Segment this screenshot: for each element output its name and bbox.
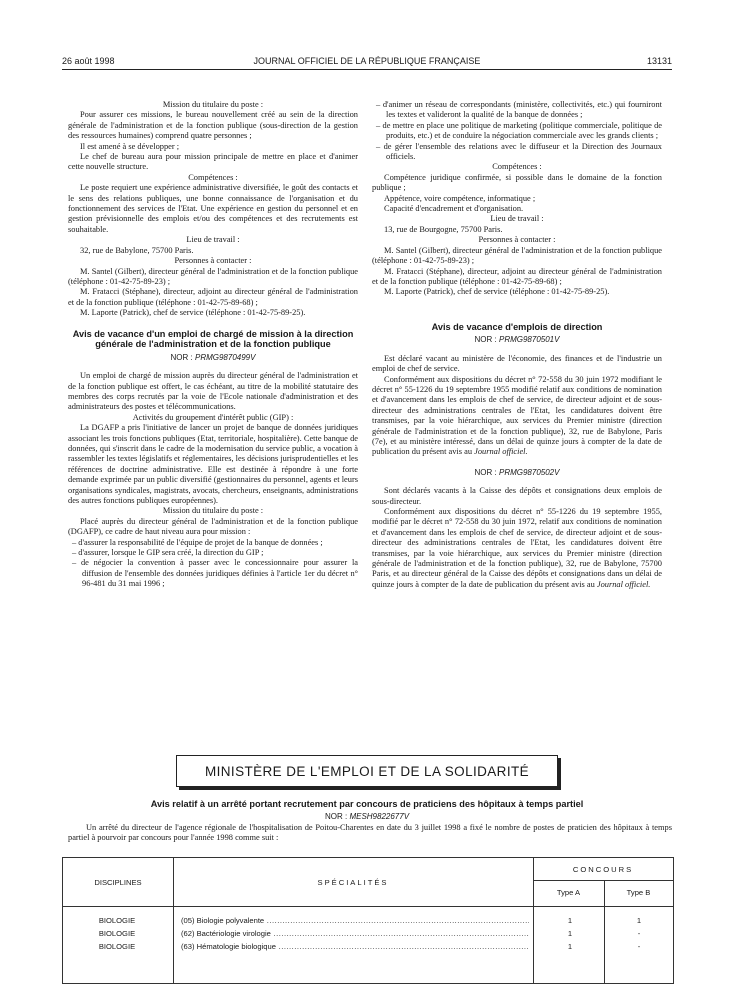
nor-code: PRMG9870499V	[194, 352, 256, 362]
nor-label: NOR :	[474, 335, 497, 345]
cell-type-a: 1	[567, 916, 573, 925]
paragraph: La DGAFP a pris l'initiative de lancer un projet de banque de données juridiques associant les trois fonctions publiques (Etat, territoriale, hospitalière). Cette banque de données, qui s'inscrit dans le cadre de la modernisation du service public, a vocation à rassembler les textes législatifs et réglementaires, les décisions jurisprudentielles et les références de doctrine administrative. Elle est destinée à répondre à une forte demande exprimée par un public diversifié (gestionnaires du personnel, agents et leurs organisations syndicales, magistrats, avocats, chercheurs, enseignants, administrations des autres fonctions publiques européennes).	[68, 423, 359, 505]
table-header-rule	[63, 906, 673, 907]
nor-code: PRMG9870501V	[498, 335, 560, 345]
paragraph	[372, 507, 662, 590]
column-header-type-b: Type B	[626, 888, 651, 897]
section-heading: Mission du titulaire du poste :	[162, 506, 264, 516]
section-heading: Lieu de travail :	[186, 235, 240, 245]
paragraph: Compétence juridique confirmée, si possible dans le domaine de la fonction publique ;	[372, 172, 662, 193]
paragraph: Sont déclarés vacants à la Caisse des dépôts et consignations deux emplois de sous-directeur.	[372, 486, 662, 506]
avis-concours	[62, 799, 672, 844]
section-heading: Activités du groupement d'intérêt public (GIP) :	[132, 412, 294, 422]
paragraph: Un arrêté du directeur de l'agence régionale de l'hospitalisation de Poitou-Charentes en date du 3 juillet 1998 a fixé le nombre de postes de praticien des hôpitaux à temps partiel à pourvoir par concours pour l'année 1998 comme suit :	[68, 823, 672, 843]
nor-reference	[372, 335, 662, 345]
cell-type-b: -	[637, 929, 641, 938]
list-item: – d'assurer la responsabilité de l'équipe de projet de la banque de données ;	[68, 538, 358, 548]
paragraph: M. Santel (Gilbert), directeur général de l'administration et de la fonction publique (téléphone : 01-42-75-89-23) ;	[68, 266, 358, 286]
nor-label: NOR :	[324, 812, 348, 821]
header-page-number: 13131	[646, 56, 672, 66]
section-heading: Personnes à contacter :	[478, 235, 556, 245]
list-item: – d'animer un réseau de correspondants (ministère, collectivités, etc.) qui fourniront les textes et valideront la qualité de la banque de données ;	[372, 100, 662, 121]
paragraph	[372, 375, 662, 458]
paragraph: Appétence, voire compétence, informatique ;	[384, 193, 536, 203]
paragraph: 32, rue de Babylone, 75700 Paris.	[80, 245, 194, 255]
table-row	[63, 929, 673, 941]
table-row	[63, 942, 673, 954]
nor-reference	[372, 468, 662, 478]
avis-title: Avis relatif à un arrêté portant recrutement par concours de praticiens des hôpitaux à temps partiel	[150, 799, 584, 809]
paragraph-text: Conformément aux dispositions du décret n° 55-1226 du 19 septembre 1955, modifié par le décret n° 72-558 du 30 juin 1972, relatif aux conditions de nomination et d'avancement dans les emplois de chef de service, de directeur adjoint et de sous-directeur des administrations centrales de l'Etat, les candidatures doivent être transmises, par la voie hiérarchique, aux services du Premier ministre (direction générale de l'administration et de la fonction publique), 32, rue de Babylone, 75700 Paris, et au directeur général de la Caisse des dépôts et consignations dans un délai de quinze jours à compter de la date de publication du présent avis au	[372, 507, 662, 589]
nor-label: NOR :	[170, 352, 193, 362]
cell-discipline: BIOLOGIE	[98, 916, 136, 925]
paragraph: Le poste requiert une expérience administrative diversifiée, le goût des contacts et le sens des relations publiques, une bonne connaissance de l'organisation et du fonctionnement des services de l'Etat. Une expérience en gestion du personnel et en gestion prévisionnelle des emplois et/ou des compétences et des recrutements est souhaitable.	[68, 183, 358, 234]
list-item: – de négocier la convention à passer avec le concessionnaire pour assurer la diffusion de l'ensemble des données juridiques définies à l'article 1er du décret n° 96-481 du 31 mai 1996 ;	[68, 558, 358, 589]
cell-type-b: -	[637, 942, 641, 951]
paragraph: M. Fratacci (Stéphane), directeur, adjoint au directeur général de l'administration et de la fonction publique (téléphone : 01-42-75-89-68) ;	[68, 287, 358, 307]
journal-officiel-ref: Journal officiel.	[596, 579, 651, 589]
column-header-specialites: SPÉCIALITÉS	[317, 878, 389, 887]
table-row	[63, 916, 673, 928]
cell-type-b: 1	[636, 916, 642, 925]
mission-list	[68, 538, 358, 590]
section-heading: Mission du titulaire du poste :	[162, 100, 264, 109]
cell-discipline: BIOLOGIE	[98, 942, 136, 951]
avis-title: Avis de vacance d'emplois de direction	[431, 321, 603, 332]
nor-code: MESH9822677V	[349, 812, 410, 821]
header-journal-title: JOURNAL OFFICIEL DE LA RÉPUBLIQUE FRANÇAISE	[253, 56, 481, 66]
mission-list-continued	[372, 100, 662, 162]
journal-officiel-ref: Journal officiel.	[474, 447, 528, 457]
nor-code: PRMG9870502V	[498, 467, 560, 477]
header-date: 26 août 1998	[62, 56, 115, 66]
paragraph: Pour assurer ces missions, le bureau nouvellement créé au sein de la direction générale de l'administration et de la fonction publique (sous-direction de la gestion des ressources humaines) comprend quatre personnes ;	[68, 110, 358, 141]
paragraph: M. Fratacci (Stéphane), directeur, adjoint au directeur général de l'administration et de la fonction publique (téléphone : 01-42-75-89-68) ;	[372, 266, 662, 286]
nor-reference	[62, 812, 672, 821]
header-rule	[62, 69, 672, 70]
paragraph: M. Santel (Gilbert), directeur général de l'administration et de la fonction publique (téléphone : 01-42-75-89-23) ;	[372, 245, 662, 266]
paragraph: Il est amené à se développer ;	[80, 141, 180, 151]
paragraph: M. Laporte (Patrick), chef de service (téléphone : 01-42-75-89-25).	[80, 308, 306, 318]
paragraph: Est déclaré vacant au ministère de l'économie, des finances et de l'industrie un emploi de chef de service.	[372, 353, 662, 374]
page-header	[62, 56, 672, 70]
paragraph-text: Conformément aux dispositions du décret n° 72-558 du 30 juin 1972 modifiant le décret n° 55-1226 du 19 septembre 1955 modifié relatif aux conditions de nomination et d'avancement dans les emplois de chef de service, de directeur adjoint et de sous-directeur des administrations centrales de l'Etat, les candidatures doivent être transmises, par la voie hiérarchique, aux services du Premier ministre (direction générale de l'administration et de la fonction publique), 32, rue de Babylone, Paris (7e), et au ministère intéressé, dans un délai de quinze jours à compter de la date de publication du présent avis au	[372, 374, 662, 457]
paragraph: 13, rue de Bourgogne, 75700 Paris.	[384, 224, 503, 234]
cell-type-a: 1	[567, 929, 573, 938]
column-header-type-a: Type A	[556, 888, 581, 897]
postes-table	[62, 857, 674, 984]
nor-label: NOR :	[474, 467, 497, 477]
list-item: – de mettre en place une politique de marketing (politique commerciale, politique de produits, etc.) et de conduire la négociation commerciale avec les grands clients ;	[372, 121, 662, 142]
column-header-concours: CONCOURS	[572, 865, 634, 874]
list-item: – de gérer l'ensemble des relations avec le diffuseur et la Direction des Journaux officiels.	[372, 142, 662, 163]
section-heading: Compétences :	[188, 172, 238, 182]
column-header-disciplines: DISCIPLINES	[94, 878, 142, 887]
ministry-title: MINISTÈRE DE L'EMPLOI ET DE LA SOLIDARITÉ	[204, 763, 530, 779]
cell-specialite: (62) Bactériologie virologie .....	[181, 929, 529, 938]
cell-type-a: 1	[567, 942, 573, 951]
left-column	[68, 100, 358, 590]
nor-reference	[68, 353, 358, 363]
section-heading: Compétences :	[492, 162, 542, 172]
avis-title: Avis de vacance d'un emploi de chargé de mission à la direction générale de l'administration et de la fonction publique	[72, 328, 354, 350]
section-heading: Personnes à contacter :	[174, 256, 252, 266]
cell-specialite: (05) Biologie polyvalente .....	[181, 916, 529, 925]
paragraph: Le chef de bureau aura pour mission principale de mettre en place et d'animer cette nouvelle structure.	[68, 152, 358, 172]
paragraph: Placé auprès du directeur général de l'administration et de la fonction publique (DGAFP), ce cadre de haut niveau aura pour mission :	[68, 516, 358, 537]
cell-specialite: (63) Hématologie biologique .....	[181, 942, 529, 951]
right-column	[372, 100, 662, 590]
paragraph: Capacité d'encadrement et d'organisation.	[384, 204, 524, 214]
table-divider	[533, 880, 673, 881]
paragraph: Un emploi de chargé de mission auprès du directeur général de l'administration et de la fonction publique est offert, le cas échéant, au titre de la mobilité statutaire des membres des corps recrutés par la voie de l'Ecole nationale d'administration et des administrateurs des postes et télécommunications.	[68, 371, 358, 412]
cell-discipline: BIOLOGIE	[98, 929, 136, 938]
ministry-banner	[176, 755, 558, 787]
list-item: – d'assurer, lorsque le GIP sera créé, la direction du GIP ;	[68, 548, 358, 558]
paragraph: M. Laporte (Patrick), chef de service (téléphone : 01-42-75-89-25).	[384, 287, 610, 297]
section-heading: Lieu de travail :	[490, 214, 544, 224]
